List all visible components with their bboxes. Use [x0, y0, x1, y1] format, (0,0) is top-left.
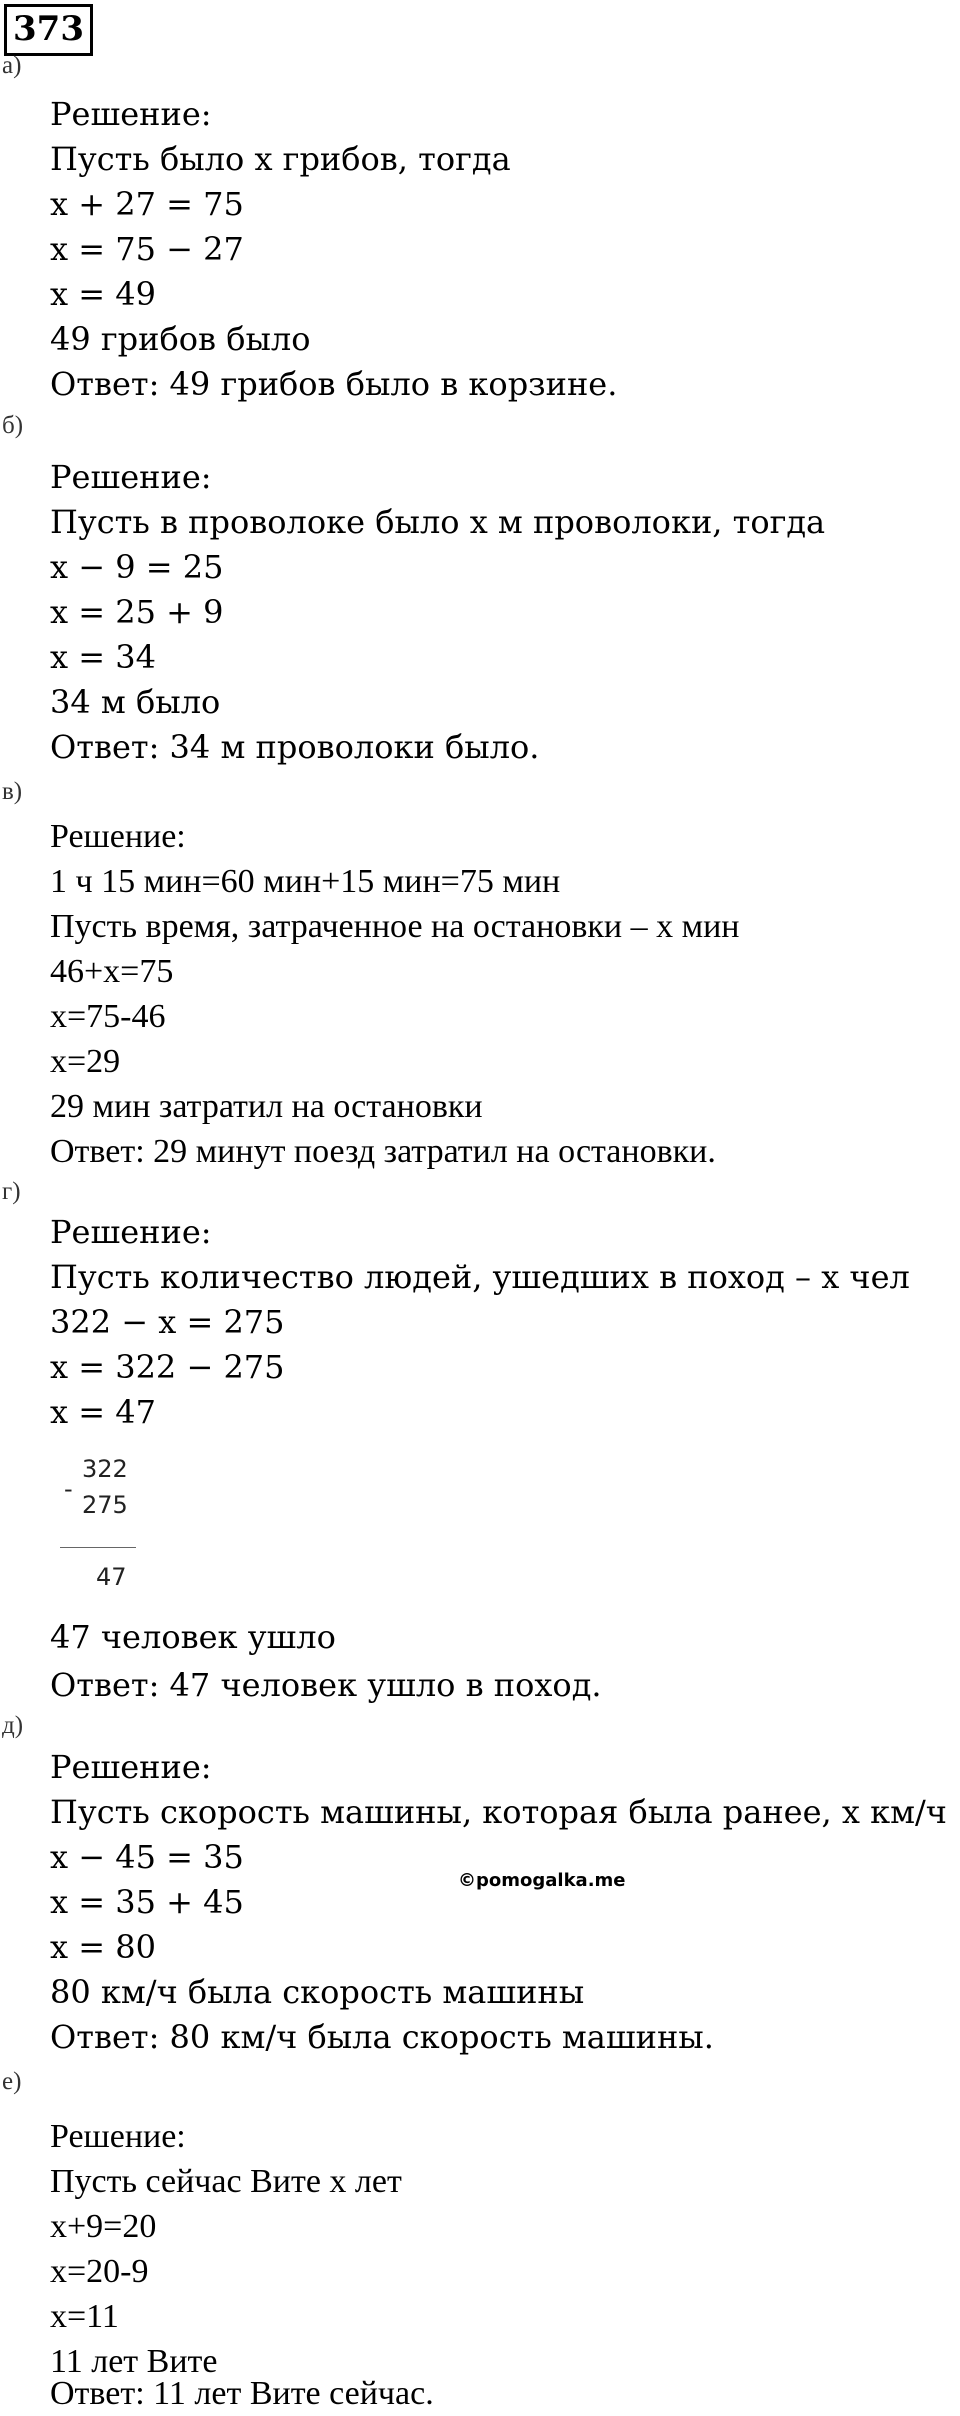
solution-line-g-2: 322 − x = 275 — [50, 1303, 285, 1341]
solution-line-e-2: x+9=20 — [50, 2208, 157, 2245]
answer-g: Ответ: 47 человек ушло в поход. — [50, 1666, 602, 1704]
column-subtrahend: 275 — [82, 1491, 128, 1519]
solution-line-b-2: x − 9 = 25 — [50, 548, 224, 586]
solution-line-v-3: 46+x=75 — [50, 953, 174, 990]
solution-line-b-1: Пусть в проволоке было x м проволоки, тогда — [50, 503, 826, 541]
solution-heading-v: Решение: — [50, 818, 186, 855]
solution-line-g-1: Пусть количество людей, ушедших в поход – x чел — [50, 1258, 910, 1296]
column-subtraction — [60, 1455, 150, 1595]
solution-line-g-5: 47 человек ушло — [50, 1618, 336, 1656]
solution-line-d-3: x = 35 + 45 — [50, 1883, 244, 1921]
solution-line-b-3: x = 25 + 9 — [50, 593, 224, 631]
answer-v: Ответ: 29 минут поезд затратил на остановки. — [50, 1133, 716, 1170]
section-label-b: б) — [2, 412, 24, 439]
solution-line-d-4: x = 80 — [50, 1928, 156, 1966]
solution-line-a-5: 49 грибов было — [50, 320, 311, 358]
solution-line-e-1: Пусть сейчас Вите x лет — [50, 2163, 402, 2200]
solution-line-g-4: x = 47 — [50, 1393, 156, 1431]
answer-e: Ответ: 11 лет Вите сейчас. — [50, 2375, 434, 2412]
solution-line-a-4: x = 49 — [50, 275, 156, 313]
section-label-d: д) — [2, 1712, 24, 1739]
solution-line-e-3: x=20-9 — [50, 2253, 149, 2290]
solution-line-d-5: 80 км/ч была скорость машины — [50, 1973, 585, 2011]
solution-line-v-5: x=29 — [50, 1043, 121, 1080]
column-divider-line — [60, 1547, 136, 1548]
solution-line-e-4: x=11 — [50, 2298, 119, 2335]
solution-line-e-5: 11 лет Вите — [50, 2343, 218, 2380]
solution-line-a-2: x + 27 = 75 — [50, 185, 244, 223]
solution-line-v-6: 29 мин затратил на остановки — [50, 1088, 483, 1125]
solution-heading-a: Решение: — [50, 95, 212, 133]
answer-a: Ответ: 49 грибов было в корзине. — [50, 365, 618, 403]
solution-line-d-2: x − 45 = 35 — [50, 1838, 244, 1876]
section-label-g: г) — [2, 1178, 21, 1205]
solution-line-g-3: x = 322 − 275 — [50, 1348, 285, 1386]
solution-line-b-5: 34 м было — [50, 683, 221, 721]
solution-heading-b: Решение: — [50, 458, 212, 496]
section-label-v: в) — [2, 778, 23, 805]
solution-line-v-4: x=75-46 — [50, 998, 166, 1035]
solution-line-b-4: x = 34 — [50, 638, 156, 676]
solution-heading-g: Решение: — [50, 1213, 212, 1251]
watermark: ©pomogalka.me — [458, 1870, 626, 1891]
solution-line-d-1: Пусть скорость машины, которая была ранее, x км/ч — [50, 1793, 947, 1831]
solution-heading-e: Решение: — [50, 2118, 186, 2155]
column-minus-sign: - — [64, 1475, 73, 1503]
section-label-a: а) — [2, 52, 22, 79]
problem-number: 373 — [4, 4, 93, 56]
solution-line-a-1: Пусть было x грибов, тогда — [50, 140, 511, 178]
solution-line-a-3: x = 75 − 27 — [50, 230, 244, 268]
solution-line-v-2: Пусть время, затраченное на остановки – x мин — [50, 908, 740, 945]
column-result: 47 — [96, 1563, 127, 1591]
answer-d: Ответ: 80 км/ч была скорость машины. — [50, 2018, 714, 2056]
column-minuend: 322 — [82, 1455, 128, 1483]
answer-b: Ответ: 34 м проволоки было. — [50, 728, 540, 766]
solution-line-v-1: 1 ч 15 мин=60 мин+15 мин=75 мин — [50, 863, 561, 900]
section-label-e: е) — [2, 2068, 22, 2095]
solution-heading-d: Решение: — [50, 1748, 212, 1786]
